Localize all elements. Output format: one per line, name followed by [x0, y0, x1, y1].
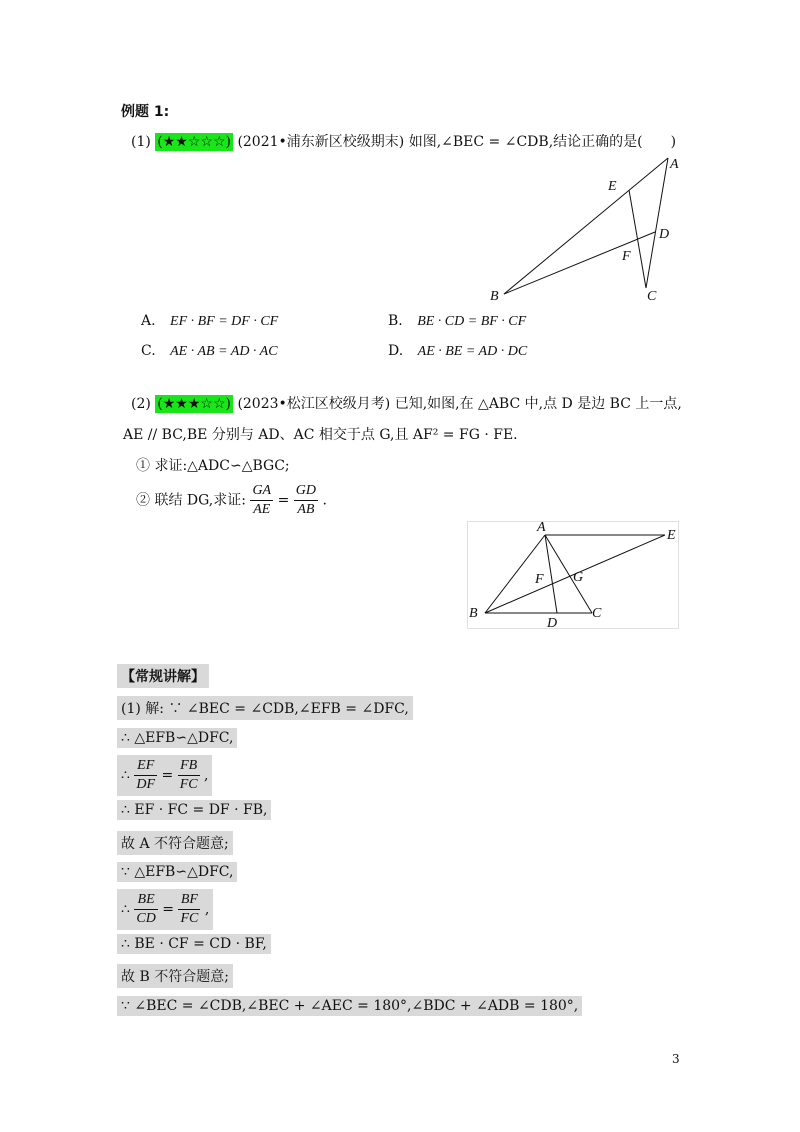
label-F: F — [535, 572, 544, 587]
label-D: D — [659, 227, 670, 242]
solution-line: ∵ ∠BEC = ∠CDB,∠BEC + ∠AEC = 180°,∠BDC + ∠ADB = 180°, — [117, 996, 582, 1016]
label-E: E — [608, 179, 617, 194]
question-1-text: 如图,∠BEC = ∠CDB,结论正确的是( ) — [408, 134, 677, 150]
solution-line: ∴ BE · CF = CD · BF, — [117, 934, 271, 954]
label-A: A — [670, 157, 679, 172]
label-A: A — [537, 521, 546, 535]
example-title: 例题 1: — [121, 104, 170, 120]
question-1-source: (2021•浦东新区校级期末) — [237, 134, 405, 150]
fraction-gd-ab: $\frac{GD}{AB}$ — [295, 483, 316, 517]
solution-line: ∵ △EFB∽△DFC, — [117, 862, 237, 882]
label-C: C — [647, 289, 657, 304]
option-d: D. AE · BE = AD · DC — [388, 343, 528, 359]
fraction: $\frac{EF}{DF}$ — [136, 758, 156, 792]
option-a: A. EF · BF = DF · CF — [141, 313, 279, 329]
option-b: B. BE · CD = BF · CF — [388, 313, 527, 329]
label-G: G — [573, 570, 584, 585]
label-C: C — [592, 606, 602, 621]
question-1-number: (1) — [131, 134, 151, 150]
fraction: $\frac{FB}{FC}$ — [179, 758, 198, 792]
question-2-source: (2023•松江区校级月考) — [237, 396, 391, 412]
label-E: E — [667, 528, 676, 543]
figure-1 — [490, 150, 690, 310]
question-2-part2: ② 联结 DG,求证: $\frac{GA}{AE}$ = $\frac{GD}{AB}$ . — [136, 483, 327, 517]
question-2-text-line2: AE // BC,BE 分别与 AD、AC 相交于点 G,且 AF² = FG · FE. — [123, 427, 518, 443]
solution-line: 故 B 不符合题意; — [117, 964, 233, 988]
fraction: $\frac{BF}{FC}$ — [180, 892, 199, 926]
difficulty-stars: (★★★☆☆) — [157, 396, 231, 412]
label-B: B — [469, 606, 478, 621]
solution-line: 故 A 不符合题意; — [117, 831, 233, 855]
question-2-stem — [131, 393, 682, 413]
page-number: 3 — [672, 1052, 680, 1066]
label-B: B — [490, 289, 499, 304]
option-c: C. AE · AB = AD · AC — [141, 343, 278, 359]
solution-line: ∴ $\frac{EF}{DF}$ = $\frac{FB}{FC}$ , — [117, 755, 212, 796]
label-F: F — [622, 249, 631, 264]
question-2-number: (2) — [131, 396, 151, 412]
difficulty-stars: (★★☆☆☆) — [157, 134, 231, 150]
solution-line: ∴ $\frac{BE}{CD}$ = $\frac{BF}{FC}$ , — [117, 889, 213, 930]
question-2-text-line1: 已知,如图,在 △ABC 中,点 D 是边 BC 上一点, — [394, 396, 682, 412]
solution-line: ∴ △EFB∽△DFC, — [117, 728, 237, 748]
question-1-stem — [131, 131, 676, 151]
question-2-part1: ① 求证:△ADC∽△BGC; — [136, 458, 290, 474]
fraction: $\frac{BE}{CD}$ — [136, 892, 156, 926]
solution-line: (1) 解: ∵ ∠BEC = ∠CDB,∠EFB = ∠DFC, — [117, 696, 413, 720]
fraction-ga-ae: $\frac{GA}{AE}$ — [252, 483, 272, 517]
solution-header: 【常规讲解】 — [117, 664, 209, 688]
label-D: D — [547, 616, 558, 629]
solution-line: ∴ EF · FC = DF · FB, — [117, 800, 271, 820]
figure-2 — [467, 521, 679, 629]
